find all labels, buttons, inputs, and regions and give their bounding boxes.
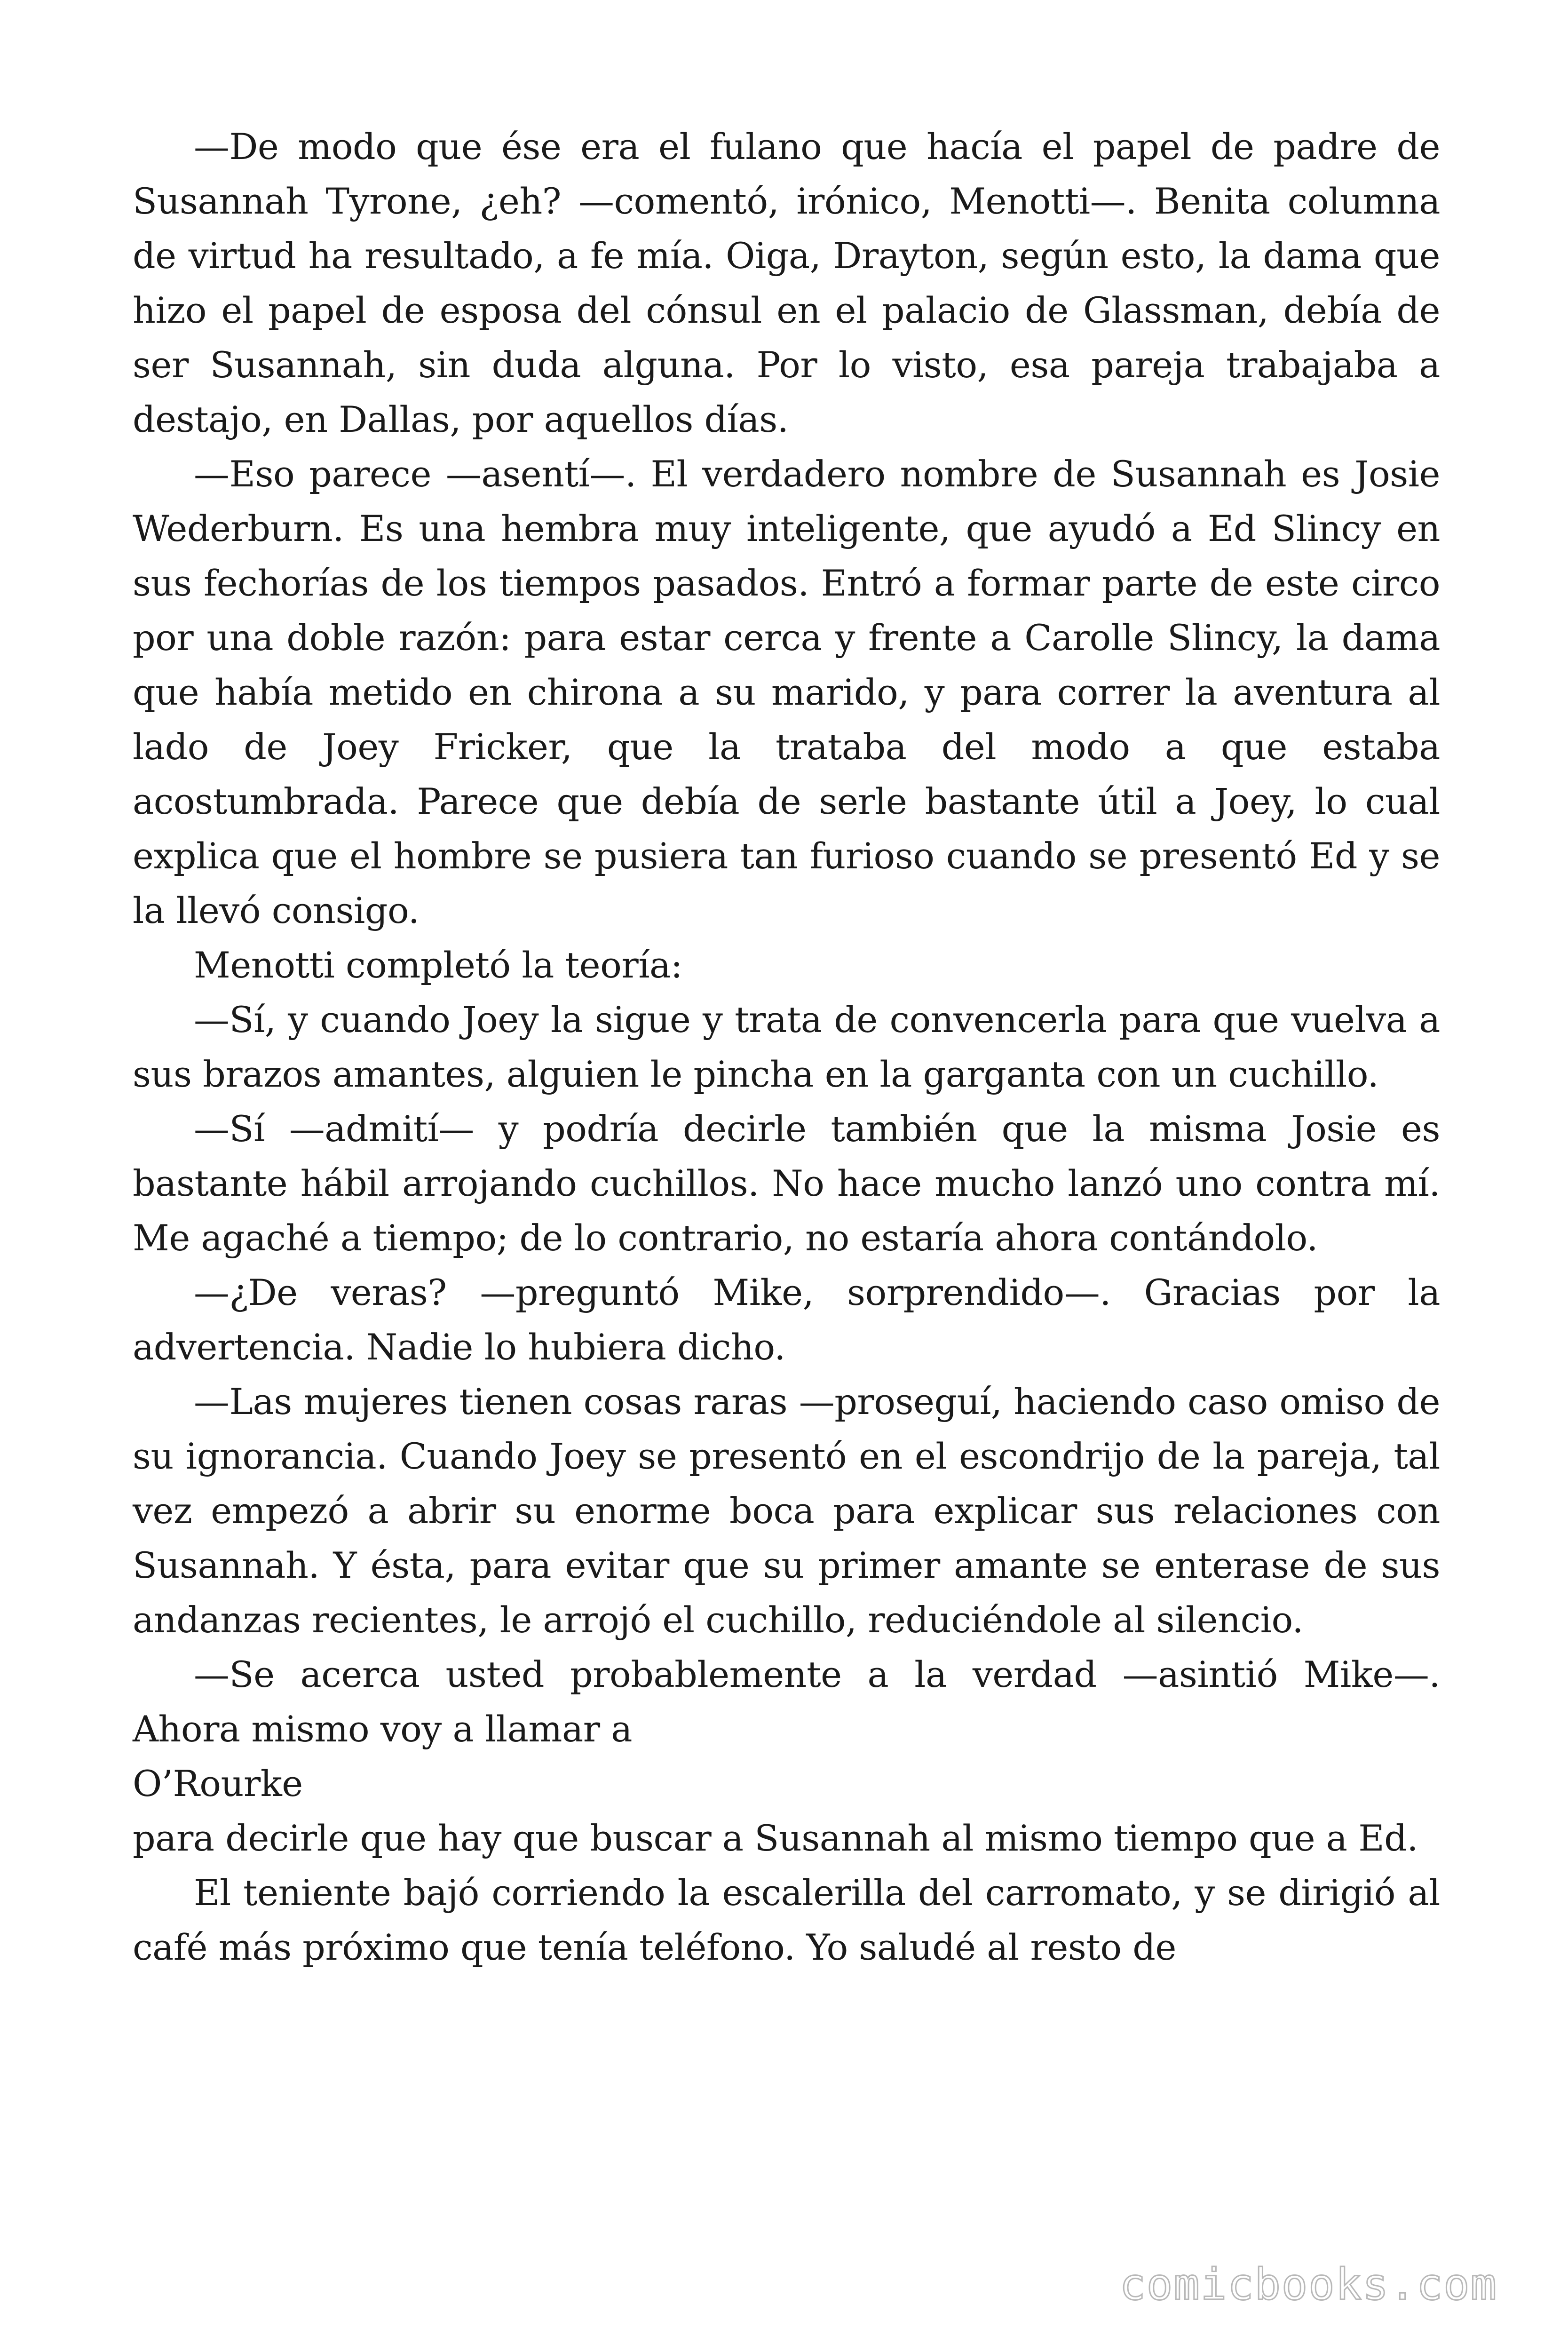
paragraph-1: —De modo que ése era el fulano que hacía el papel de padre de Susannah Tyrone, ¿eh? —comentó, irónico, Menotti—. Benita columna de virtud ha resultado, a fe mía. Oiga, Drayton, según esto, la dama que hizo el papel de esposa del cónsul en el palacio de Glassman, debía de ser Susannah, sin duda alguna. Por lo visto, esa pareja trabajaba a destajo, en Dallas, por aquellos días. <box>133 126 1440 440</box>
watermark-logo: comicbooks.com <box>1119 2259 1497 2310</box>
paragraph-10: para decirle que hay que buscar a Susannah al mismo tiempo que a Ed. <box>133 1817 1418 1859</box>
paragraph-4: —Sí, y cuando Joey la sigue y trata de convencerla para que vuelva a sus brazos amantes, alguien le pincha en la garganta con un cuchillo. <box>133 999 1440 1095</box>
paragraph-9: O’Rourke <box>133 1763 303 1804</box>
paragraph-6: —¿De veras? —preguntó Mike, sorprendido—. Gracias por la advertencia. Nadie lo hubiera dicho. <box>133 1271 1440 1368</box>
paragraph-8: —Se acerca usted probablemente a la verdad —asintió Mike—. Ahora mismo voy a llamar a <box>133 1653 1440 1750</box>
text-column <box>133 119 1440 1975</box>
paragraph-2: —Eso parece —asentí—. El verdadero nombre de Susannah es Josie Wederburn. Es una hembra muy inteligente, que ayudó a Ed Slincy en sus fechorías de los tiempos pasados. Entró a formar parte de este circo por una doble razón: para estar cerca y frente a Carolle Slincy, la dama que había metido en chirona a su marido, y para correr la aventura al lado de Joey Fricker, que la trataba del modo a que estaba acostumbrada. Parece que debía de serle bastante útil a Joey, lo cual explica que el hombre se pusiera tan furioso cuando se presentó Ed y se la llevó consigo. <box>133 453 1440 931</box>
paragraph-5: —Sí —admití— y podría decirle también que la misma Josie es bastante hábil arrojando cuchillos. No hace mucho lanzó uno contra mí. Me agaché a tiempo; de lo contrario, no estaría ahora contándolo. <box>133 1108 1440 1259</box>
paragraph-11: El teniente bajó corriendo la escalerilla del carromato, y se dirigió al café más próximo que tenía teléfono. Yo saludé al resto de <box>133 1872 1440 1968</box>
paragraph-7: —Las mujeres tienen cosas raras —proseguí, haciendo caso omiso de su ignorancia. Cuando Joey se presentó en el escondrijo de la pareja, tal vez empezó a abrir su enorme boca para explicar sus relaciones con Susannah. Y ésta, para evitar que su primer amante se enterase de sus andanzas recientes, le arrojó el cuchillo, reduciéndole al silencio. <box>133 1381 1440 1641</box>
paragraph-3: Menotti completó la teoría: <box>194 944 682 986</box>
